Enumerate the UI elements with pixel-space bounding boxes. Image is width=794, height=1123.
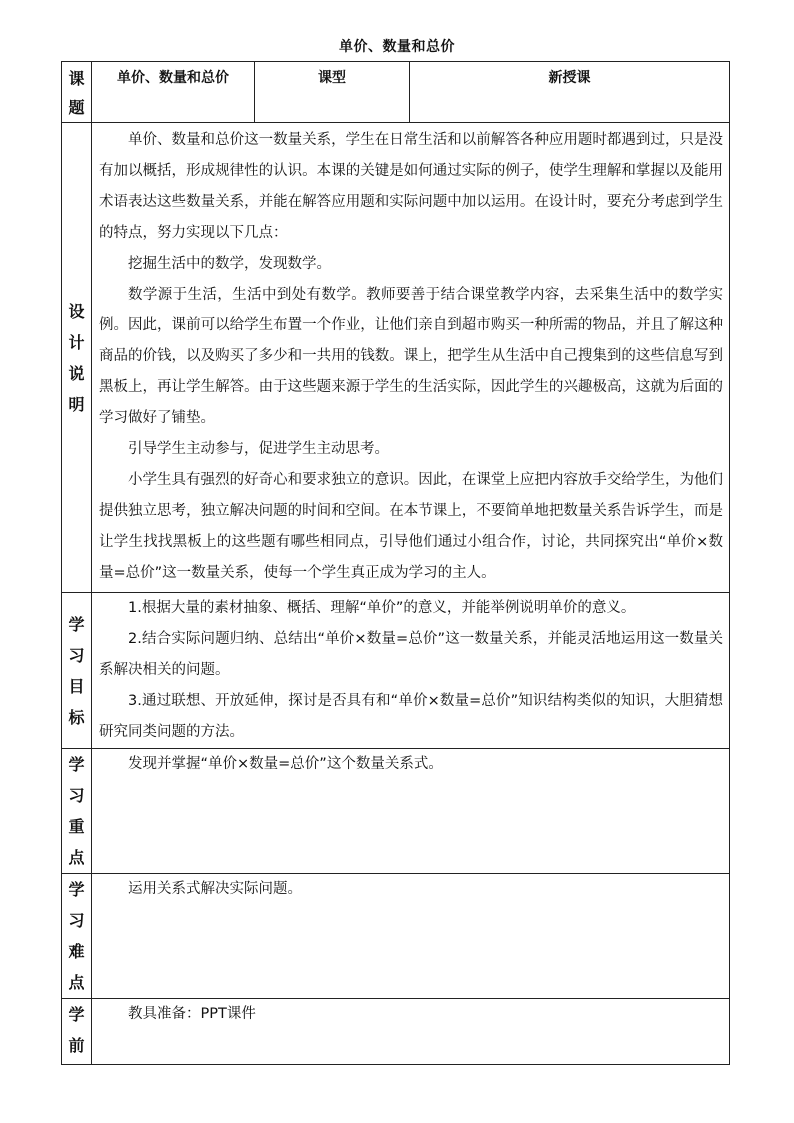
design-row: [62, 123, 730, 593]
document-title: 单价、数量和总价: [339, 39, 455, 55]
difficulties-row: [62, 874, 730, 999]
design-content: [92, 123, 730, 593]
topic-value: 单价、数量和总价: [92, 62, 255, 123]
key-points-row: [62, 749, 730, 874]
objective-item: 3.通过联想、开放延伸，探讨是否具有和“单价×数量=总价”知识结构类似的知识，大胆猜想研究同类问题的方法。: [99, 692, 723, 740]
design-label: 设 计 说 明: [62, 123, 92, 593]
key-points-label: 学 习 重 点: [62, 749, 92, 874]
type-label: 课型: [255, 62, 410, 123]
preparation-row: [62, 999, 730, 1065]
design-paragraph: 引导学生主动参与，促进学生主动思考。: [128, 441, 389, 458]
difficulties-text: 运用关系式解决实际问题。: [128, 881, 302, 897]
objective-item: 2.结合实际问题归纳、总结出“单价×数量=总价”这一数量关系，并能灵活地运用这一数量关系解决相关的问题。: [99, 630, 723, 678]
type-value: 新授课: [410, 62, 730, 123]
design-paragraph: 单价、数量和总价这一数量关系，学生在日常生活和以前解答各种应用题时都遇到过，只是没有加以概括，形成规律性的认识。本课的关键是如何通过实际的例子，使学生理解和掌握以及能用术语表达这些数量关系，并能在解答应用题和实际问题中加以运用。在设计时，要充分考虑到学生的特点，努力实现以下几点：: [99, 132, 723, 241]
design-paragraph: 数学源于生活，生活中到处有数学。教师要善于结合课堂教学内容，去采集生活中的数学实例。因此，课前可以给学生布置一个作业，让他们亲自到超市购买一种所需的物品，并且了解这种商品的价钱，以及购买了多少和一共用的钱数。课上，把学生从生活中自己搜集到的这些信息写到黑板上，再让学生解答。由于这些题来源于学生的生活实际，因此学生的兴趣极高，这就为后面的学习做好了铺垫。: [99, 286, 723, 427]
preparation-label: 学 前: [62, 999, 92, 1065]
header-row: [62, 62, 730, 123]
lesson-plan-table: [61, 61, 730, 1065]
difficulties-label: 学 习 难 点: [62, 874, 92, 999]
objectives-label: 学 习 目 标: [62, 593, 92, 749]
preparation-content: [92, 999, 730, 1065]
objective-item: 1.根据大量的素材抽象、概括、理解“单价”的意义，并能举例说明单价的意义。: [128, 600, 636, 616]
key-points-text: 发现并掌握“单价×数量=总价”这个数量关系式。: [128, 756, 443, 772]
design-paragraph: 挖掘生活中的数学，发现数学。: [128, 255, 331, 272]
topic-label: 课 题: [62, 62, 92, 123]
key-points-content: [92, 749, 730, 874]
difficulties-content: [92, 874, 730, 999]
preparation-text: 教具准备：PPT课件: [128, 1006, 256, 1022]
design-paragraph: 小学生具有强烈的好奇心和要求独立的意识。因此，在课堂上应把内容放手交给学生，为他们提供独立思考，独立解决问题的时间和空间。在本节课上，不要简单地把数量关系告诉学生，而是让学生找找黑板上的这些题有哪些相同点，引导他们通过小组合作，讨论，共同探究出“单价×数量=总价”这一数量关系，使每一个学生真正成为学习的主人。: [99, 471, 723, 581]
objectives-content: [92, 593, 730, 749]
objectives-row: [62, 593, 730, 749]
